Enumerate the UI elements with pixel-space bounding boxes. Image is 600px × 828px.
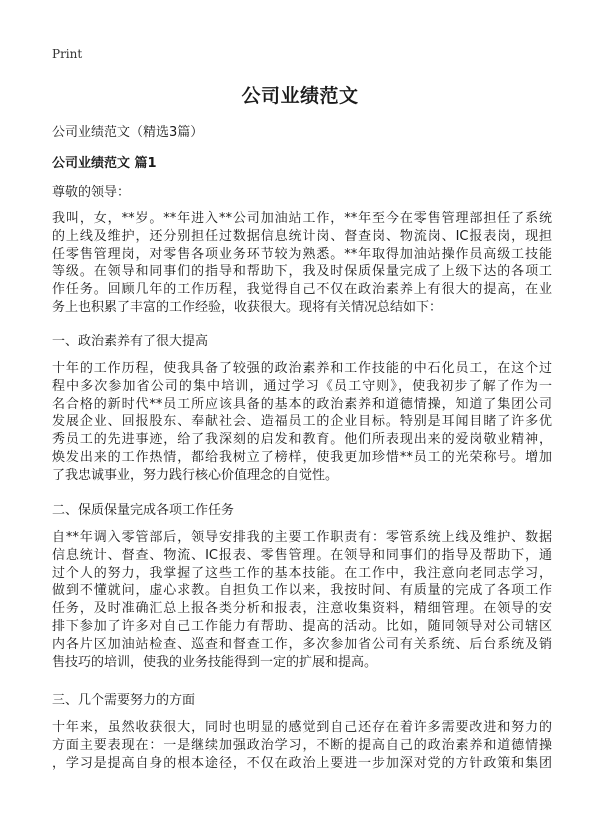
print-link[interactable]: Print (52, 47, 83, 61)
heading-tasks: 二、保质保量完成各项工作任务 (52, 503, 235, 518)
paragraph-line: 售技巧的培训，使我的业务技能得到一定的扩展和提高。 (52, 654, 378, 670)
greeting: 尊敬的领导： (52, 185, 131, 200)
paragraph-line: 名合格的新时代**员工所应该具备的基本的政治素养和道德情操，知道了集团公司 (52, 396, 552, 412)
paragraph-line: 作任务。回顾几年的工作历程，我觉得自己不仅在政治素养上有很大的提高，在业 (52, 282, 552, 298)
document-title: 公司业绩范文 (241, 85, 359, 107)
paragraph-tasks (52, 529, 552, 671)
paragraph-line: 发展企业、回报股东、奉献社会、造福员工的企业目标。特别是耳闻目睹了许多优 (52, 414, 552, 430)
section-heading: 公司业绩范文 篇1 (52, 156, 157, 171)
paragraph-line: 务上也积累了丰富的工作经验，收获很大。现将有关情况总结如下： (52, 299, 443, 315)
paragraph-line: 十年来，虽然收获很大，同时也明显的感觉到自己还存在着许多需要改进和努力的 (52, 720, 552, 735)
paragraph-line: 等级。在领导和同事们的指导和帮助下，我及时保质保量完成了上级下达的各项工 (52, 264, 552, 280)
paragraph-line: 任务，及时准确汇总上报各类分析和报表，注意收集资料，精细管理。在领导的安 (52, 601, 552, 617)
paragraph-line: 方面主要表现在：一是继续加强政治学习，不断的提高自己的政治素养和道德情操 (52, 737, 552, 753)
paragraph-line: 秀员工的先进事迹，给了我深刻的启发和教育。他们所表现出来的爱岗敬业精神， (52, 432, 552, 448)
paragraph-line: 内各片区加油站检查、巡查和督查工作，多次参加省公司有关系统、后台系统及销 (52, 636, 552, 652)
document-subtitle: 公司业绩范文（精选3篇） (52, 125, 204, 140)
paragraph-improvements (52, 719, 552, 772)
paragraph-line: 十年的工作历程，使我具备了较强的政治素养和工作技能的中石化员工，在这个过 (52, 361, 552, 376)
paragraph-line: 做到不懂就问，虚心求教。自担负工作以来，我按时间、有质量的完成了各项工作 (52, 583, 552, 599)
paragraph-line: 程中多次参加省公司的集中培训，通过学习《员工守则》，使我初步了解了作为一 (52, 378, 552, 394)
heading-improvements: 三、几个需要努力的方面 (52, 693, 196, 708)
paragraph-line: 任零售管理岗，对零售各项业务环节较为熟悉。**年取得加油站操作员高级工技能 (52, 246, 552, 262)
paragraph-line: 过个人的努力，我掌握了这些工作的基本技能。在工作中，我注意向老同志学习， (52, 565, 552, 581)
paragraph-line: 我叫，女，**岁。**年进入**公司加油站工作，**年至今在零售管理部担任了系统 (52, 211, 552, 226)
paragraph-line: 自**年调入零管部后，领导安排我的主要工作职责有：零管系统上线及维护、数据 (52, 530, 552, 545)
paragraph-line: ，学习是提高自身的根本途径，不仅在政治上要进一步加深对党的方针政策和集团 (52, 755, 552, 771)
paragraph-line: 焕发出来的工作热情，都给我树立了榜样，使我更加珍惜**员工的光荣称号。增加 (52, 449, 552, 465)
paragraph-line: 排下参加了许多对自己工作能力有帮助、提高的活动。比如，随同领导对公司辖区 (52, 618, 552, 634)
paragraph-line: 了我忠诚事业，努力践行核心价值理念的自觉性。 (52, 467, 339, 483)
paragraph-line: 的上线及维护，还分别担任过数据信息统计岗、督查岗、物流岗、IC报表岗，现担 (52, 228, 552, 244)
paragraph-political (52, 360, 552, 485)
paragraph-intro (52, 210, 552, 317)
heading-political: 一、政治素养有了很大提高 (52, 334, 209, 349)
paragraph-line: 信息统计、督查、物流、IC报表、零售管理。在领导和同事们的指导及帮助下，通 (52, 547, 552, 563)
